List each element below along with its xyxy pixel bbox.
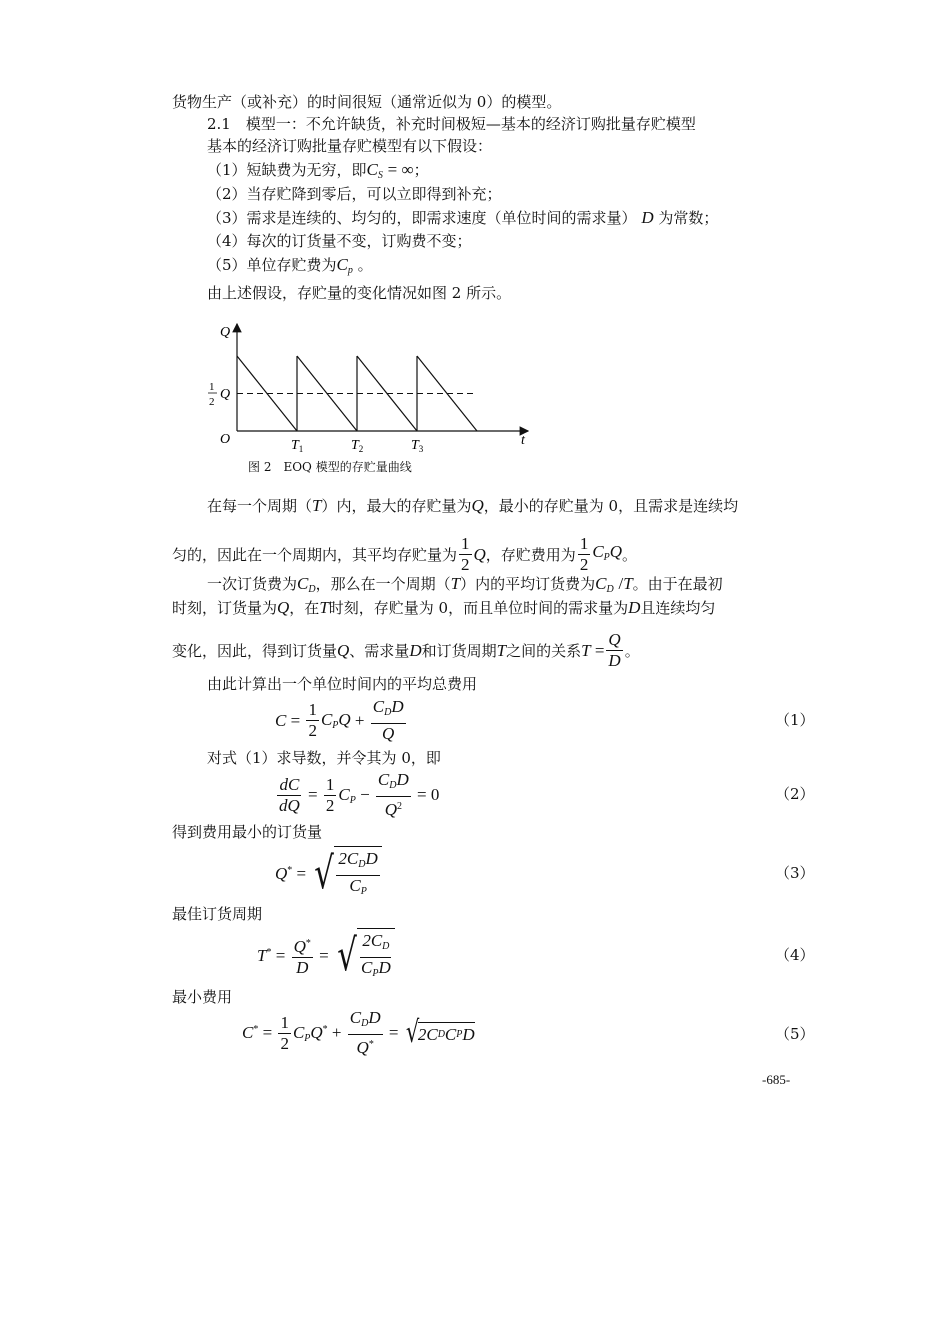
equation-number: （4） [775,946,815,964]
eoq-inventory-chart [200,318,540,458]
tick-label: $T_2$ [351,438,364,454]
text-line: 得到费用最小的订货量 [172,823,323,841]
equation-number: （2） [775,785,815,803]
figure-caption: 图 2 EOQ 模型的存贮量曲线 [248,460,412,474]
half-label-den: 2 [209,396,215,408]
section-heading: 2.1 模型一：不允许缺货，补充时间极短—基本的经济订购批量存贮模型 [207,115,696,133]
text-line: 最佳订货周期 [172,905,263,923]
assumption-2: （2）当存贮降到零后，可以立即得到补充； [207,185,502,203]
page-number: -685- [762,1072,791,1087]
equation-1: C = $\frac{1}{2}$ $C_PQ$ + $\frac{C_DD}{Q}$ [275,697,404,743]
equation-5: C* = $\frac{1}{2}$ $C_PQ^*$ + $\frac{C_DD}{Q^*}$ = √ 2C D C P D [242,1008,475,1057]
equation-number: （5） [775,1025,815,1043]
text-line: 由此计算出一个单位时间内的平均总费用 [207,675,478,693]
equation-2: $\frac{dC}{dQ}$ = $\frac{1}{2}$ $C_P$ − $\frac{C_DD}{Q^2}$ = 0 [279,770,440,819]
equation-4: T* = $\frac{Q^*}{D}$ = √ $\frac{2C_D}{C_PD}$ [257,928,395,984]
paragraph-line: 变化，因此，得到订货量 Q 、需求量 D 和订货周期 T 之间的关系 T = $\frac{Q}{D}$ 。 [172,630,640,670]
assumption-5: （5）单位存贮费为$C_p$ 。 [207,255,373,276]
tick-label: $T_1$ [291,438,304,454]
text-line: 最小费用 [172,988,233,1006]
half-label-var: Q [220,387,231,402]
paragraph-line: 在每一个周期（T）内，最大的存贮量为Q，最小的存贮量为 0，且需求是连续均 [207,496,739,515]
assumption-1: （1）短缺费为无穷，即$C_S$ = ∞； [207,160,429,181]
text-line: 货物生产（或补充）的时间很短（通常近似为 0）的模型。 [172,93,562,111]
tick-label: $T_3$ [411,438,424,454]
paragraph-line: 一次订货费为$C_D$，那么在一个周期（T）内的平均订货费为$C_D$ /T。由于在最初 [207,574,723,595]
equation-3: Q* = √ $\frac{2C_DD}{C_P}$ [275,846,382,902]
assumption-4: （4）每次的订货量不变，订购费不变； [207,232,472,250]
equation-number: （3） [775,864,815,882]
half-label-num: 1 [209,381,215,393]
assumption-3: （3）需求是连续的、均匀的，即需求速度（单位时间的需求量） D 为常数； [207,208,719,227]
x-axis-label: t [521,433,525,448]
equation-number: （1） [775,711,815,729]
paragraph-line: 时刻，订货量为Q，在T时刻，存贮量为 0，而且单位时间的需求量为D且连续均匀 [172,598,716,617]
y-axis-label: Q [220,325,231,340]
text-line: 对式（1）求导数，并令其为 0，即 [207,749,441,767]
text-line: 由上述假设，存贮量的变化情况如图 2 所示。 [207,284,512,302]
origin-label: O [220,432,231,447]
paragraph-line: 匀的，因此在一个周期内，其平均存贮量为 $\frac{1}{2}$ Q ，存贮费用为 $\frac{1}{2}$ $C_PQ$ 。 [172,534,638,574]
text-line: 基本的经济订购批量存贮模型有以下假设： [207,137,493,155]
